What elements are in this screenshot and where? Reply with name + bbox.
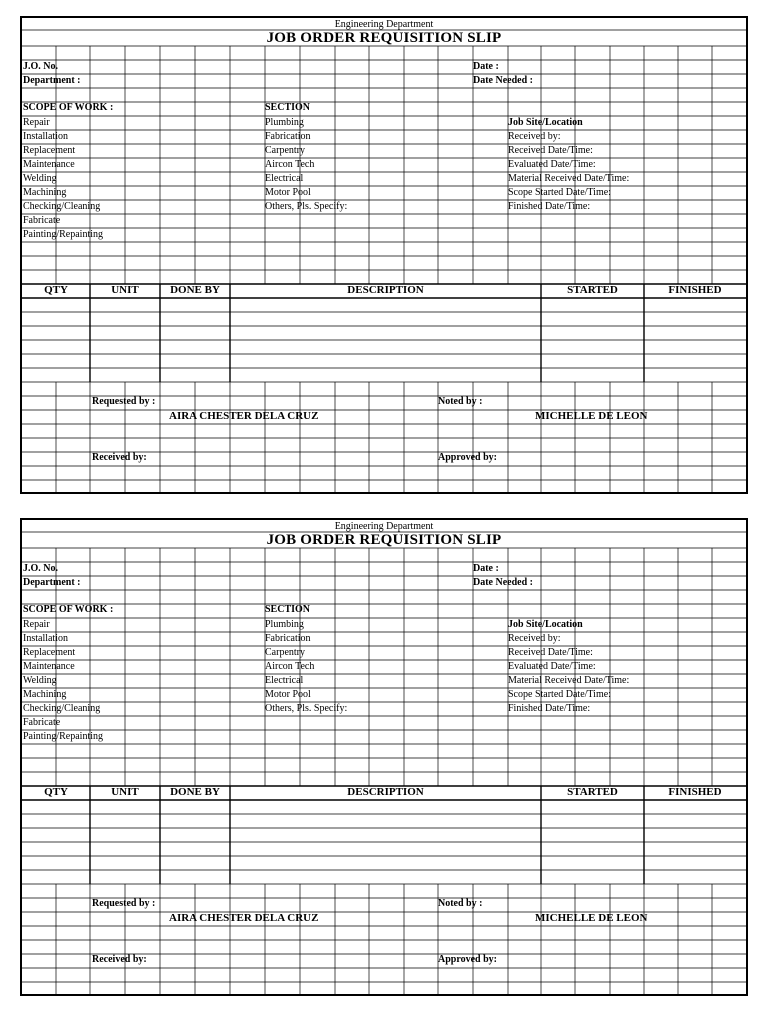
scope-item: Fabricate: [23, 717, 61, 728]
section-item: Electrical: [265, 173, 304, 184]
department-caption: Engineering Department: [334, 521, 434, 532]
column-header-done-by: DONE BY: [170, 284, 220, 296]
department-label: Department :: [23, 75, 81, 86]
section-item: Carpentry: [265, 145, 305, 156]
job-site-item: Received by:: [508, 131, 561, 142]
job-order-slip: [20, 518, 748, 996]
column-header-description: DESCRIPTION: [347, 284, 424, 296]
section-item: Motor Pool: [265, 187, 311, 198]
scope-item: Machining: [23, 689, 67, 700]
approved-by-label: Approved by:: [438, 954, 497, 965]
noted-by-name: MICHELLE DE LEON: [535, 410, 648, 422]
department-label: Department :: [23, 577, 81, 588]
form-title: JOB ORDER REQUISITION SLIP: [266, 30, 502, 46]
scope-item: Checking/Cleaning: [23, 201, 101, 212]
scope-item: Repair: [23, 117, 50, 128]
column-header-finished: FINISHED: [668, 786, 722, 798]
job-site-heading: Job Site/Location: [508, 117, 583, 128]
scope-item: Replacement: [23, 145, 76, 156]
scope-item: Welding: [23, 173, 57, 184]
section-item: Others, Pls. Specify:: [265, 703, 348, 714]
scope-item: Welding: [23, 675, 57, 686]
scope-item: Replacement: [23, 647, 76, 658]
noted-by-label: Noted by :: [438, 898, 483, 909]
column-header-unit: UNIT: [111, 786, 139, 798]
section-item: Motor Pool: [265, 689, 311, 700]
requested-by-label: Requested by :: [92, 898, 156, 909]
requested-by-label: Requested by :: [92, 396, 156, 407]
section-item: Carpentry: [265, 647, 305, 658]
section-item: Aircon Tech: [265, 661, 315, 672]
jo-number-label: J.O. No.: [23, 61, 58, 72]
job-site-item: Evaluated Date/Time:: [508, 661, 596, 672]
scope-item: Installation: [23, 633, 68, 644]
received-by-label: Received by:: [92, 954, 147, 965]
date-needed-label: Date Needed :: [473, 75, 533, 86]
column-header-started: STARTED: [567, 284, 618, 296]
column-header-unit: UNIT: [111, 284, 139, 296]
noted-by-label: Noted by :: [438, 396, 483, 407]
job-site-item: Scope Started Date/Time:: [508, 187, 611, 198]
column-header-done-by: DONE BY: [170, 786, 220, 798]
department-caption: Engineering Department: [334, 19, 434, 30]
approved-by-label: Approved by:: [438, 452, 497, 463]
section-item: Aircon Tech: [265, 159, 315, 170]
section-item: Others, Pls. Specify:: [265, 201, 348, 212]
scope-item: Maintenance: [23, 159, 75, 170]
scope-item: Painting/Repainting: [23, 229, 103, 240]
job-site-item: Material Received Date/Time:: [508, 173, 630, 184]
scope-of-work-heading: SCOPE OF WORK :: [23, 102, 114, 113]
column-header-started: STARTED: [567, 786, 618, 798]
job-site-item: Finished Date/Time:: [508, 201, 591, 212]
scope-of-work-heading: SCOPE OF WORK :: [23, 604, 114, 615]
noted-by-name: MICHELLE DE LEON: [535, 912, 648, 924]
column-header-qty: QTY: [44, 284, 68, 296]
job-site-item: Received by:: [508, 633, 561, 644]
received-by-label: Received by:: [92, 452, 147, 463]
scope-item: Repair: [23, 619, 50, 630]
section-item: Plumbing: [265, 117, 304, 128]
scope-item: Installation: [23, 131, 68, 142]
section-heading: SECTION: [265, 102, 311, 113]
scope-item: Painting/Repainting: [23, 731, 103, 742]
form-title: JOB ORDER REQUISITION SLIP: [266, 532, 502, 548]
requested-by-name: AIRA CHESTER DELA CRUZ: [169, 912, 319, 924]
job-site-item: Evaluated Date/Time:: [508, 159, 596, 170]
date-needed-label: Date Needed :: [473, 577, 533, 588]
section-heading: SECTION: [265, 604, 311, 615]
job-site-item: Scope Started Date/Time:: [508, 689, 611, 700]
scope-item: Machining: [23, 187, 67, 198]
section-item: Fabrication: [265, 633, 311, 644]
column-header-finished: FINISHED: [668, 284, 722, 296]
column-header-qty: QTY: [44, 786, 68, 798]
requested-by-name: AIRA CHESTER DELA CRUZ: [169, 410, 319, 422]
job-site-heading: Job Site/Location: [508, 619, 583, 630]
job-site-item: Finished Date/Time:: [508, 703, 591, 714]
scope-item: Checking/Cleaning: [23, 703, 101, 714]
scope-item: Fabricate: [23, 215, 61, 226]
date-label: Date :: [473, 563, 499, 574]
date-label: Date :: [473, 61, 499, 72]
job-site-item: Received Date/Time:: [508, 145, 593, 156]
job-site-item: Received Date/Time:: [508, 647, 593, 658]
job-site-item: Material Received Date/Time:: [508, 675, 630, 686]
scope-item: Maintenance: [23, 661, 75, 672]
column-header-description: DESCRIPTION: [347, 786, 424, 798]
jo-number-label: J.O. No.: [23, 563, 58, 574]
section-item: Electrical: [265, 675, 304, 686]
section-item: Plumbing: [265, 619, 304, 630]
job-order-slip: [20, 16, 748, 494]
section-item: Fabrication: [265, 131, 311, 142]
